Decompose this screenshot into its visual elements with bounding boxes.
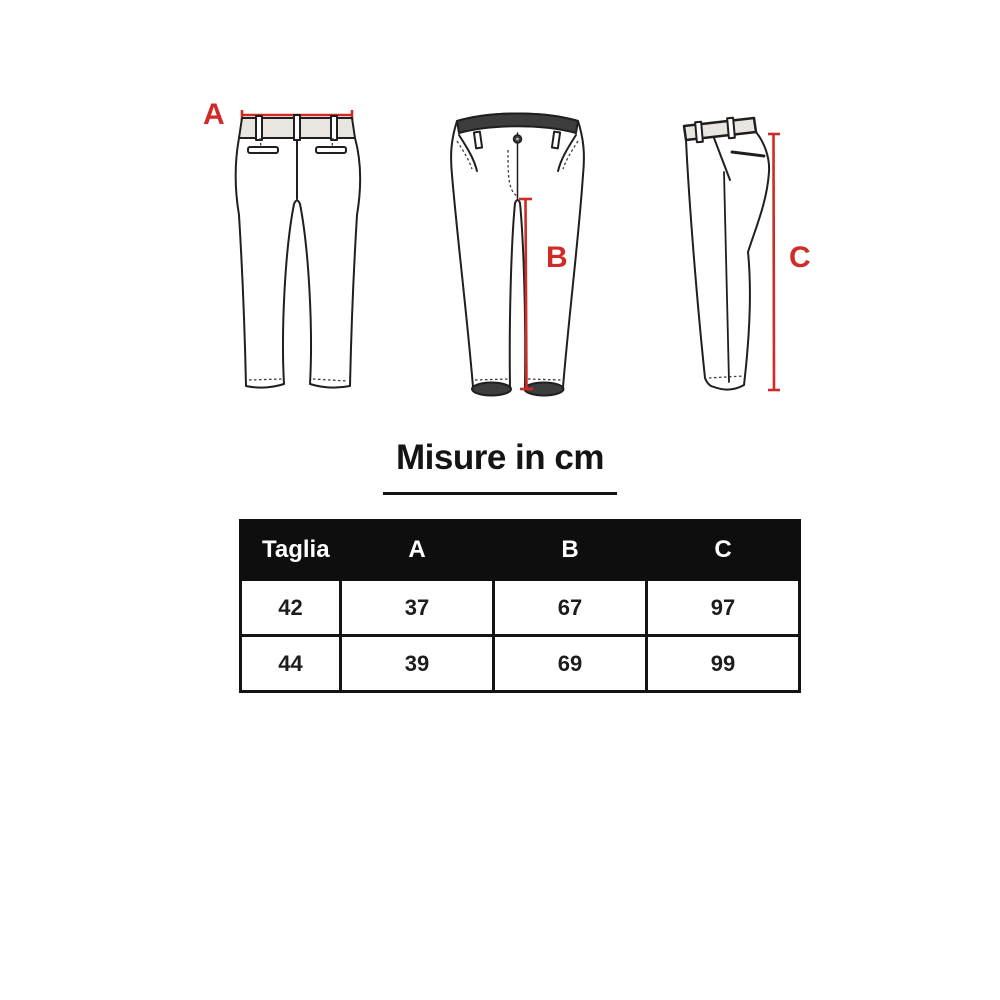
header-taglia: Taglia [241,521,341,580]
measurement-label-a: A [203,98,225,131]
cell-a: 39 [341,636,494,692]
size-row-44 [241,636,800,692]
header-a: A [341,521,494,580]
header-c: C [647,521,800,580]
cell-c: 99 [647,636,800,692]
measurement-label-b: B [546,241,568,274]
cell-c: 97 [647,580,800,636]
title-underline [383,492,617,495]
cell-b: 67 [494,580,647,636]
cell-size: 44 [241,636,341,692]
cell-b: 69 [494,636,647,692]
size-row-42 [241,580,800,636]
pants-side-view-illustration [672,112,802,412]
size-table-header-row [241,521,800,580]
pants-back-view-illustration [215,100,405,410]
header-b: B [494,521,647,580]
page-title: Misure in cm [396,438,604,477]
cell-size: 42 [241,580,341,636]
left-leg-hem [472,383,511,396]
measurement-label-c: C [789,241,811,274]
pants-front-view-illustration [435,105,625,415]
cell-a: 37 [341,580,494,636]
waist-button [514,135,522,143]
size-table [239,519,801,693]
